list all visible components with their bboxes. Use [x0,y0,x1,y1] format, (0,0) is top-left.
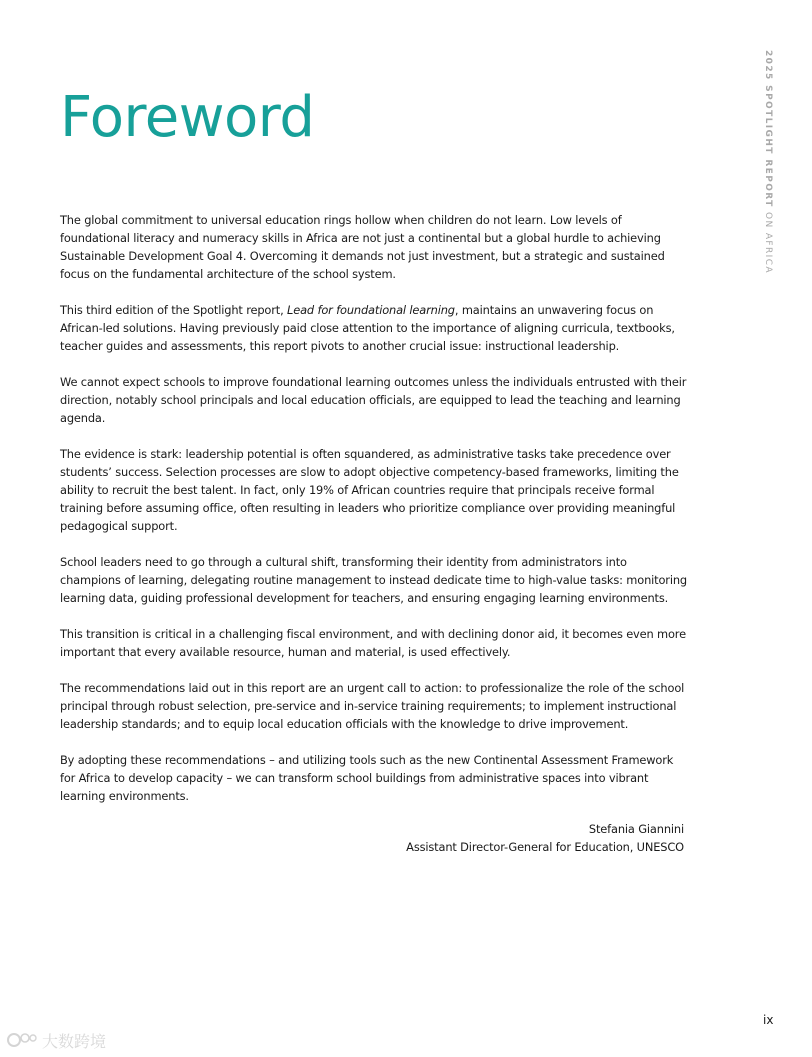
running-header-regular: ON AFRICA [763,211,773,274]
paragraph-2-rest: , maintains an unwavering focus on African-led solutions. Having previously paid close attention to the importance of aligning curricula, textbooks, teacher guides and assessments, this report pivots to another crucial issue: instructional leadership. [60,303,675,353]
page-title: Foreword [60,85,315,150]
signatory-role: Assistant Director-General for Education, UNESCO [406,840,684,854]
foreword-body [60,211,690,823]
paragraph-4: The evidence is stark: leadership potential is often squandered, as administrative tasks take precedence over students’ success. Selection processes are slow to adopt objective competency-based frameworks, limiting the ability to recruit the best talent. In fact, only 19% of African countries require that principals receive formal training before assuming office, often resulting in leaders who prioritize compliance over providing meaningful pedagogical support. [60,447,679,533]
paragraph-1: The global commitment to universal education rings hollow when children do not learn. Low levels of foundational literacy and numeracy skills in Africa are not just a continental but a global hurdle to achieving Sustainable Development Goal 4. Overcoming it demands not just investment, but a strategic and sustained focus on the fundamental architecture of the school system. [60,213,665,281]
paragraph-5: School leaders need to go through a cultural shift, transforming their identity from administrators into champions of learning, delegating routine management to instead dedicate time to high-value tasks: monitoring learning data, guiding professional development for teachers, and ensuring engaging learning environments. [60,555,687,605]
paragraph-2-intro: This third edition of the Spotlight report, [60,303,288,317]
signatory-name: Stefania Giannini [588,822,684,836]
watermark-logo-icon [6,1030,38,1050]
running-header-vertical [757,50,773,274]
watermark-text: 大数跨境 [42,1031,107,1051]
paragraph-2 [60,301,690,355]
watermark [6,1028,106,1052]
paragraph-7: The recommendations laid out in this report are an urgent call to action: to professionalize the role of the school principal through robust selection, pre-service and in-service training requirements; to implement instructional leadership standards; and to equip local education officials with the knowledge to drive improvement. [60,681,685,731]
paragraph-6: This transition is critical in a challenging fiscal environment, and with declining donor aid, it becomes even more important that every available resource, human and material, is used effectively. [60,627,686,659]
paragraph-8: By adopting these recommendations – and utilizing tools such as the new Continental Assessment Framework for Africa to develop capacity – we can transform school buildings from administrative spaces into vibrant learning environments. [60,753,674,803]
running-header-bold: 2025 SPOTLIGHT REPORT [763,50,773,208]
report-title-italic: Lead for foundational learning [287,303,455,317]
paragraph-3: We cannot expect schools to improve foundational learning outcomes unless the individuals entrusted with their direction, notably school principals and local education officials, are equipped to lead the teaching and learning agenda. [60,375,687,425]
signature-block [406,820,684,856]
page-number: ix [763,1013,774,1027]
